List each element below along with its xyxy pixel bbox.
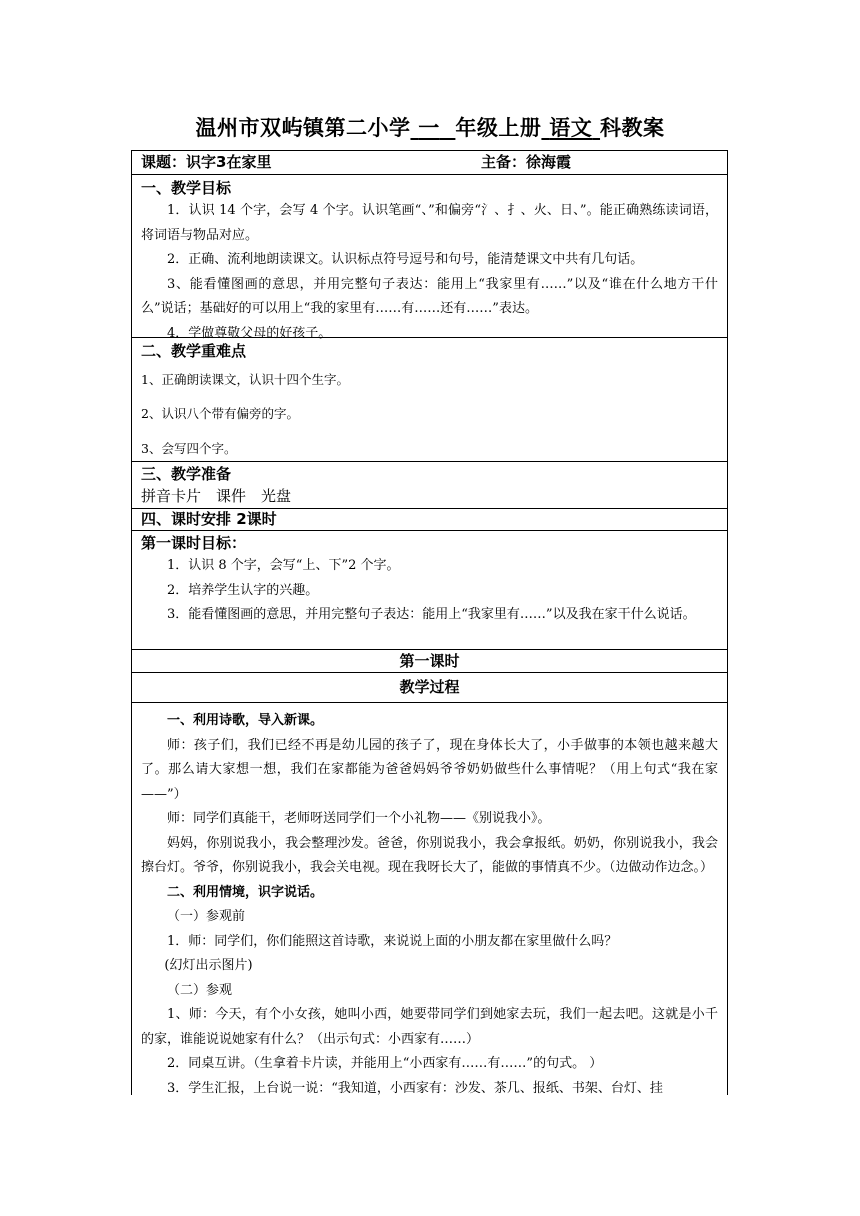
process-paragraph: 师：孩子们，我们已经不再是幼儿园的孩子了，现在身体长大了，小手做事的本领也越来越大了。那么请大家想一想，我们在家都能为爸爸妈妈爷爷奶奶做些什么事情呢？（用上句式“我在家——”）: [141, 737, 718, 802]
grade-value: 一: [418, 116, 440, 140]
process-paragraph: 2．同桌互讲。（生拿着卡片读，并能用上“小西家有……有……”的句式。 ）: [167, 1056, 603, 1071]
keypoint-item: 3、会写四个字。: [141, 441, 237, 456]
process-step-heading: 二、利用情境，识字说话。: [167, 884, 324, 900]
first-goal-item: 3．能看懂图画的意思，并用完整句子表达：能用上“我家里有……”以及我在家干什么说话。: [167, 607, 696, 622]
objective-item: 3、能看懂图画的意思，并用完整句子表达：能用上“我家里有……”以及“谁在什么地方干什么”说话；基础好的可以用上“我的家里有……有……还有……”表达。: [141, 276, 718, 316]
objective-item: 2．正确、流利地朗读课文。认识标点符号逗号和句号，能清楚课文中共有几句话。: [167, 252, 644, 267]
lesson-label-row: [132, 650, 727, 673]
objective-item: 1．认识 14 个字，会写 4 个字。认识笔画“、”和偏旁“氵、扌、火、日、”。能正确熟练读词语，将词语与物品对应。: [141, 203, 718, 243]
document-title: [0, 112, 860, 142]
process-step-heading: 一、利用诗歌，导入新课。: [167, 713, 324, 728]
lesson-plan-table: [131, 150, 728, 1095]
keypoint-item: 1、正确朗读课文，认识十四个生字。: [141, 372, 349, 387]
process-paragraph: (幻灯出示图片): [164, 958, 253, 973]
preparation-content: 拼音卡片 课件 光盘: [141, 487, 292, 505]
first-goals-heading: 第一课时目标：: [141, 534, 247, 552]
schedule-heading: 四、课时安排 2课时: [141, 510, 277, 528]
objective-item: 4．学做尊敬父母的好孩子。: [167, 325, 332, 341]
preparation-heading: 三、教学准备: [141, 465, 232, 483]
lesson-author: 主备：徐海霞: [481, 153, 572, 171]
keypoint-item: 2、认识八个带有偏旁的字。: [141, 406, 299, 421]
process-paragraph: 师：同学们真能干，老师呀送同学们一个小礼物——《别说我小》。: [167, 811, 551, 826]
grade-suffix: 年级上册: [455, 116, 542, 140]
process-label: 教学过程: [399, 678, 460, 696]
objectives-heading: 一、教学目标: [141, 179, 232, 197]
lesson-topic: 课题：识字3在家里: [141, 153, 272, 171]
first-goal-item: 2．培养学生认字的兴趣。: [167, 582, 319, 598]
subject-field: [541, 116, 600, 140]
process-paragraph: （一）参观前: [167, 909, 246, 924]
school-name: 温州市双屿镇第二小学: [195, 116, 411, 140]
objectives-section: [132, 175, 727, 341]
grade-field: [410, 116, 455, 140]
subject-value: 语文: [549, 116, 593, 140]
keypoints-heading: 二、教学重难点: [141, 342, 247, 360]
process-paragraph: 妈妈，你别说我小，我会整理沙发。爸爸，你别说我小，我会拿报纸。奶奶，你别说我小，我会擦台灯。爷爷，你别说我小，我会关电视。现在我呀长大了，能做的事情真不少。（边做动作边念。）: [141, 835, 718, 875]
process-paragraph: （二）参观: [167, 982, 233, 998]
first-lesson-goals: [132, 531, 727, 650]
plan-suffix: 科教案: [600, 116, 665, 140]
topic-row: [132, 151, 727, 175]
first-goal-item: 1．认识 8 个字，会写“上、下”2 个字。: [167, 558, 400, 573]
process-section: [132, 703, 727, 1095]
keypoints-section: [132, 338, 727, 462]
process-paragraph: 3．学生汇报，上台说一说：“我知道，小西家有：沙发、茶几、报纸、书架、台灯、挂: [167, 1080, 663, 1095]
process-paragraph: 1、师：今天，有个小女孩，她叫小西，她要带同学们到她家去玩，我们一起去吧。这就是小千的家，谁能说说她家有什么？（出示句式：小西家有……）: [141, 1007, 718, 1047]
lesson-label: 第一课时: [399, 652, 460, 670]
preparation-section: [132, 462, 727, 509]
process-paragraph: 1．师：同学们，你们能照这首诗歌，来说说上面的小朋友都在家里做什么吗？: [167, 933, 618, 949]
schedule-section: [132, 509, 727, 531]
process-label-row: [132, 673, 727, 703]
